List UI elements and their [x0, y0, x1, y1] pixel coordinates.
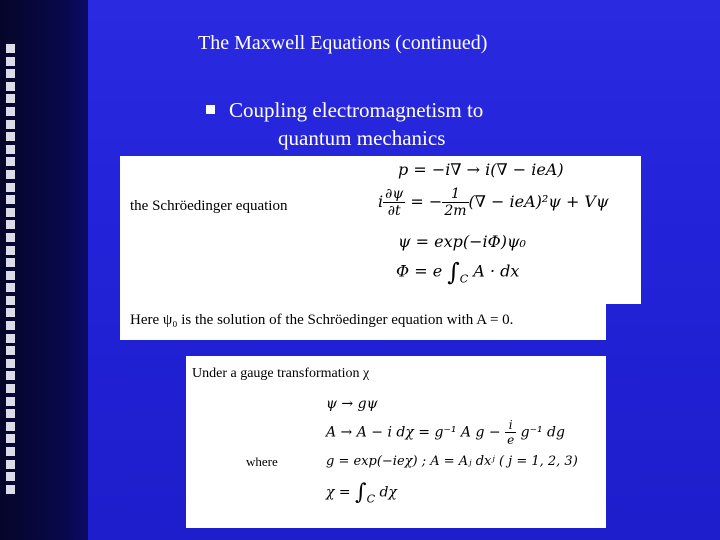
sidebar-square [6, 82, 15, 91]
sidebar-square [6, 246, 15, 255]
eq-equals: = − [405, 192, 443, 211]
fraction-numerator: i [505, 418, 516, 433]
momentum-equation: p = −i∇ → i(∇ − ieA) [398, 160, 564, 179]
sidebar-square [6, 107, 15, 116]
charge-fraction [505, 418, 516, 447]
eq-remainder: (∇ − ieA)²ψ + Vψ [468, 192, 609, 211]
eq-prefix: Φ = e [396, 261, 443, 281]
fraction-denominator: 2m [444, 203, 467, 219]
sidebar-square [6, 472, 15, 481]
sidebar-square [6, 434, 15, 443]
sidebar-square [6, 157, 15, 166]
eq-remainder: g⁻¹ dg [520, 424, 565, 441]
bullet-text-line1: Coupling electromagnetism to [229, 98, 484, 122]
decorative-squares [2, 44, 22, 497]
slide-sidebar [0, 0, 88, 540]
schrodinger-label: the Schröedinger equation [130, 198, 288, 214]
gauge-heading: Under a gauge transformation χ [192, 366, 370, 381]
sidebar-square [6, 283, 15, 292]
eq-prefix: χ = [326, 484, 351, 501]
sidebar-square [6, 334, 15, 343]
schrodinger-note-panel [120, 304, 606, 340]
sidebar-square [6, 447, 15, 456]
gauge-potential-equation [326, 418, 565, 447]
mass-fraction [442, 186, 468, 219]
sidebar-square [6, 145, 15, 154]
fraction-numerator: 1 [442, 186, 468, 203]
sidebar-square [6, 308, 15, 317]
sidebar-square [6, 271, 15, 280]
eq-prefix: A → A − i dχ = g⁻¹ A g − [326, 424, 501, 441]
integral-subscript: C [366, 492, 376, 506]
sidebar-square [6, 195, 15, 204]
sidebar-square [6, 69, 15, 78]
sidebar-square [6, 233, 15, 242]
sidebar-square [6, 460, 15, 469]
eq-prefix: i [378, 192, 384, 211]
schrodinger-equation-panel [120, 156, 641, 304]
sidebar-square [6, 397, 15, 406]
sidebar-square [6, 384, 15, 393]
sidebar-square [6, 44, 15, 53]
sidebar-square [6, 170, 15, 179]
fraction-denominator: ∂t [387, 203, 401, 219]
gauge-g-equation: g = exp(−ieχ) ; A = Aⱼ dxʲ ( j = 1, 2, 3) [326, 454, 578, 469]
gauge-transformation-panel [186, 356, 606, 528]
integral-subscript: C [459, 272, 469, 286]
phase-integral-equation [396, 258, 519, 286]
sidebar-square [6, 132, 15, 141]
sidebar-square [6, 422, 15, 431]
square-bullet-icon [206, 105, 215, 114]
sidebar-square [6, 371, 15, 380]
sidebar-square [6, 183, 15, 192]
eq-remainder: dχ [379, 484, 397, 501]
slide-title: The Maxwell Equations (continued) [198, 32, 488, 54]
sidebar-square [6, 94, 15, 103]
time-derivative-fraction [383, 186, 405, 219]
sidebar-square [6, 409, 15, 418]
fraction-denominator: e [507, 433, 515, 447]
sidebar-square [6, 321, 15, 330]
schrodinger-note: Here ψ₀ is the solution of the Schröedinger equation with A = 0. [130, 312, 514, 328]
gauge-chi-equation [326, 480, 397, 506]
gauge-psi-equation: ψ → gψ [326, 396, 378, 412]
where-label: where [246, 454, 278, 469]
schrodinger-equation [378, 186, 609, 219]
sidebar-square [6, 346, 15, 355]
eq-remainder: A · dx [473, 261, 520, 281]
fraction-numerator: ∂ψ [385, 186, 404, 202]
sidebar-square [6, 359, 15, 368]
sidebar-square [6, 485, 15, 494]
bullet-text-line2: quantum mechanics [278, 126, 446, 150]
sidebar-square [6, 258, 15, 267]
bullet-item [206, 96, 483, 124]
sidebar-square [6, 296, 15, 305]
wavefunction-equation: ψ = exp(−iΦ)ψ₀ [398, 232, 526, 251]
sidebar-square [6, 57, 15, 66]
sidebar-square [6, 208, 15, 217]
integral-sign-icon: ∫ [355, 480, 367, 505]
sidebar-square [6, 220, 15, 229]
sidebar-square [6, 120, 15, 129]
integral-sign-icon: ∫ [447, 258, 460, 286]
